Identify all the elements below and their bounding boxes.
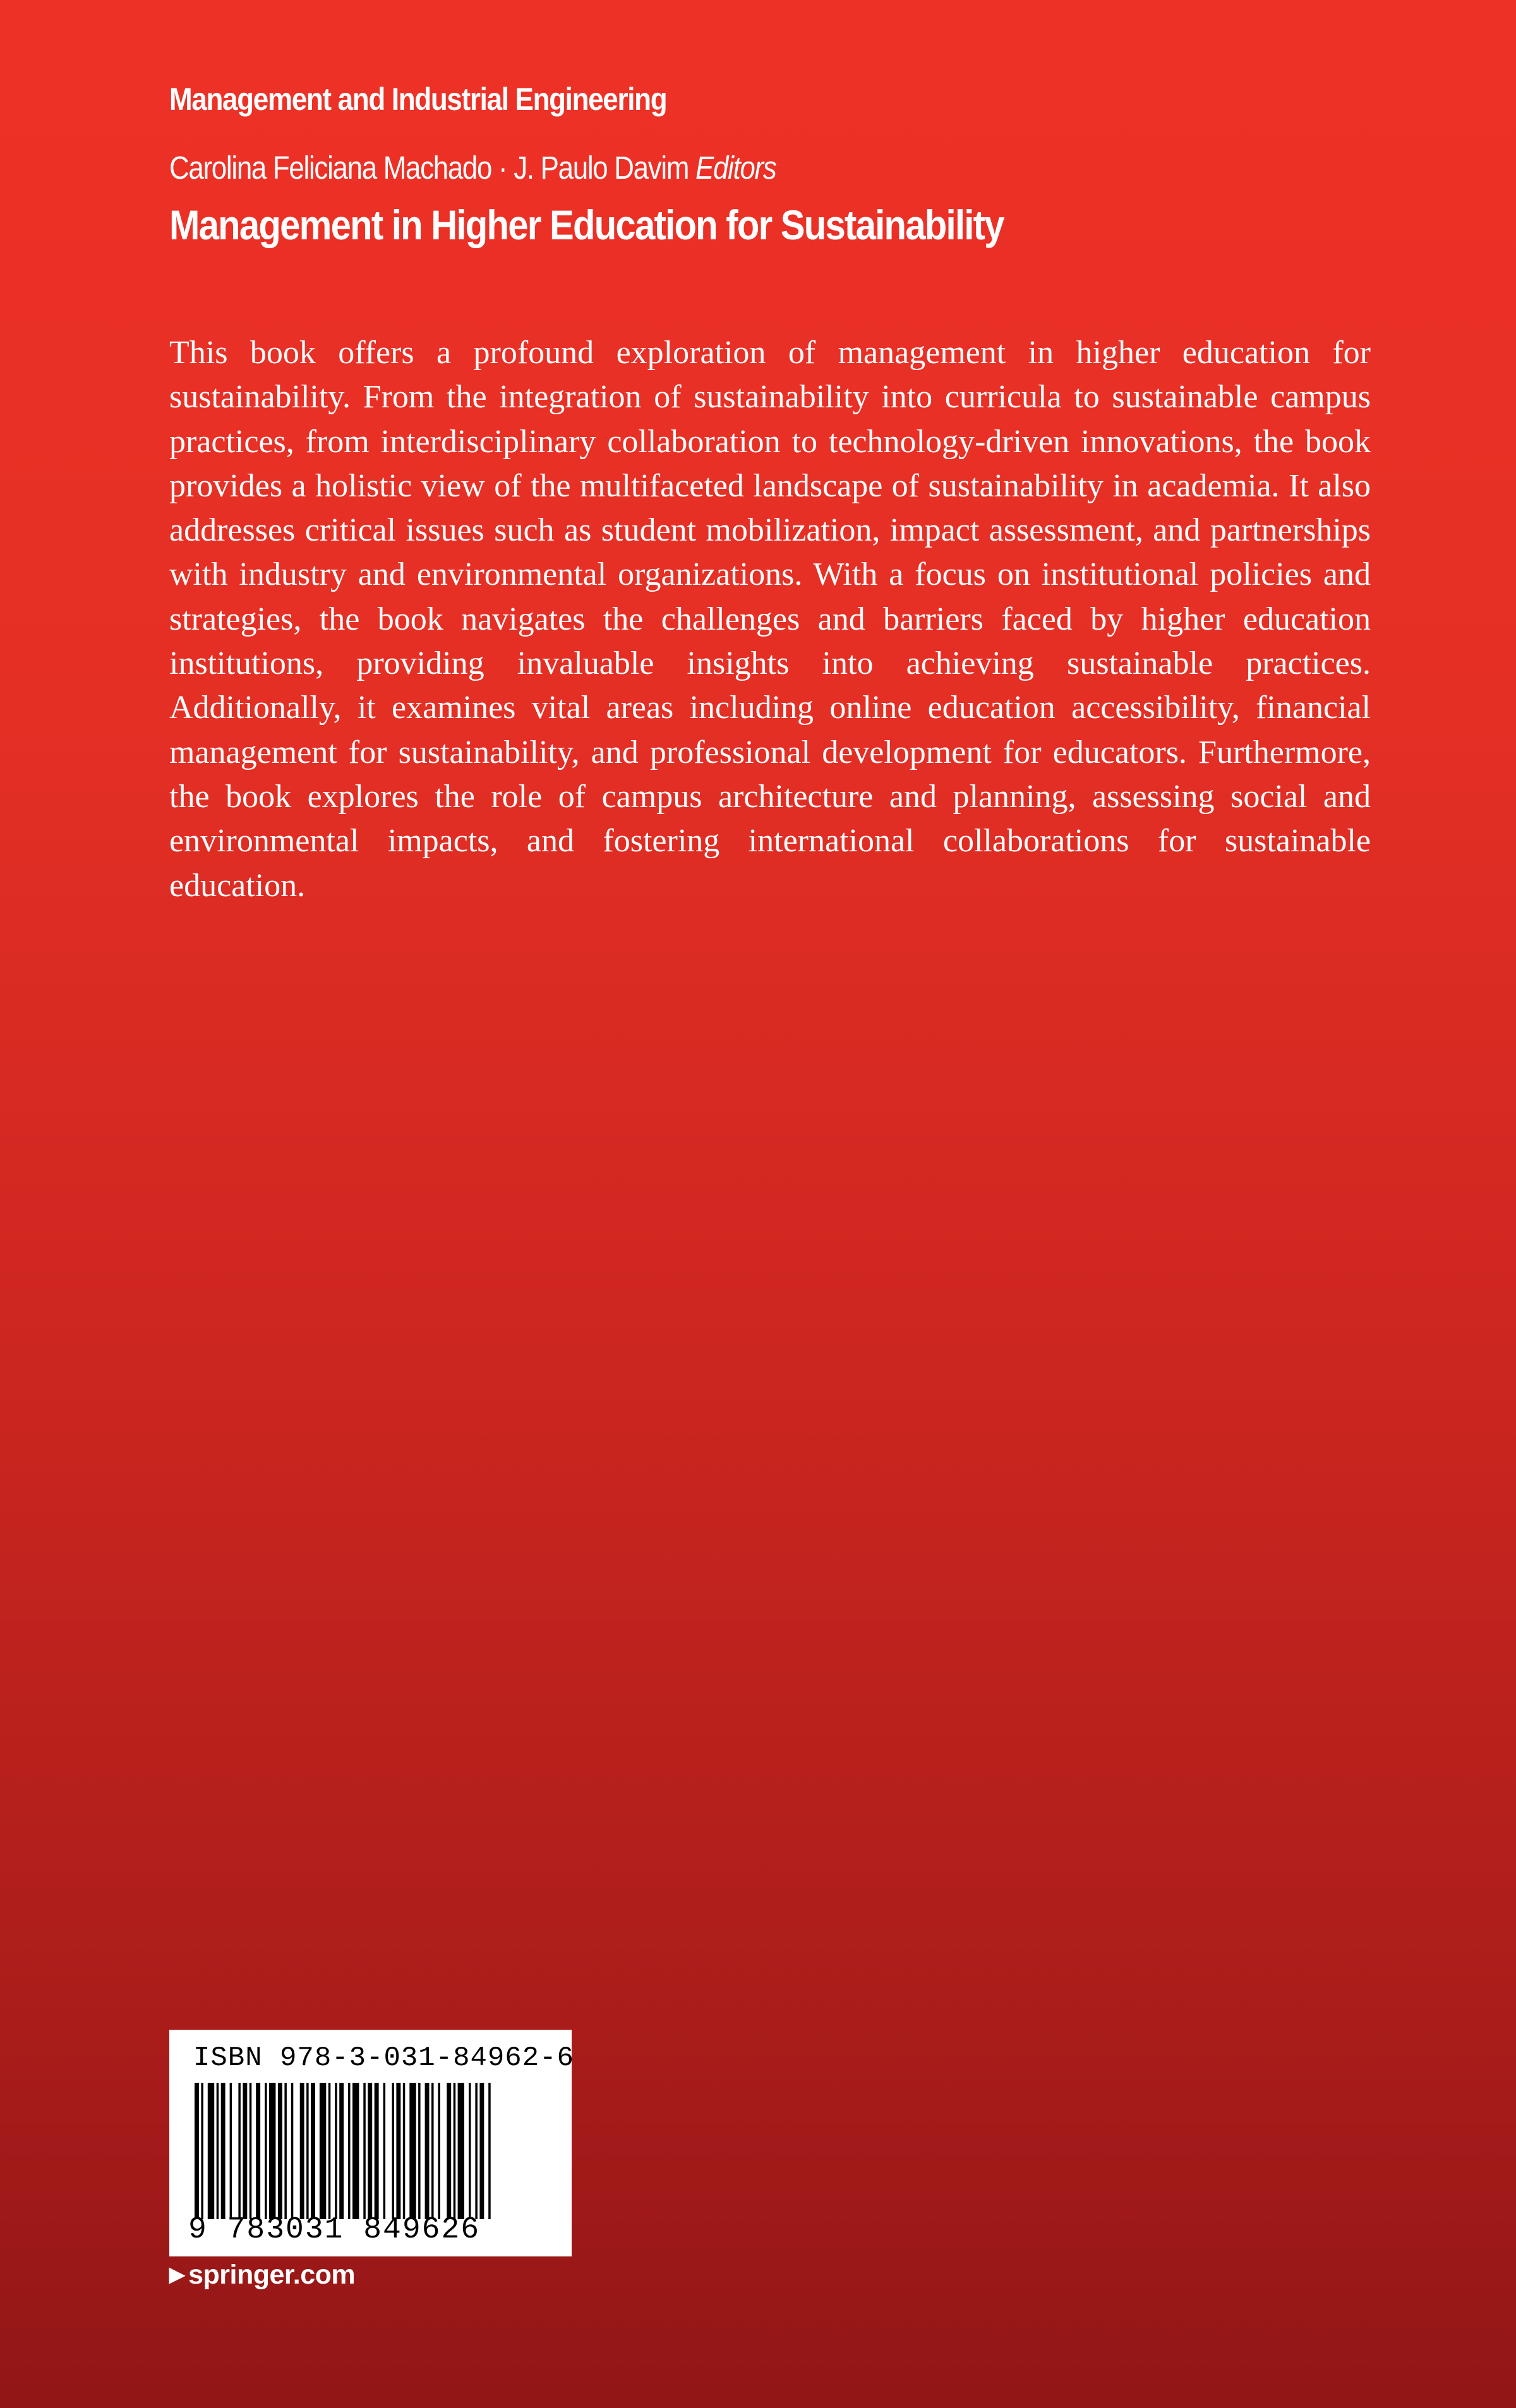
series-title: Management and Industrial Engineering (169, 81, 667, 117)
publisher-link[interactable] (169, 2260, 355, 2291)
book-title: Management in Higher Education for Sustainability (169, 201, 1004, 248)
book-description: This book offers a profound exploration of management in higher education for sustainability. From the integration of sustainability into curricula to sustainable campus practices, from interdisciplinary collaboration to technology-driven innovations, the book provides a holistic view of the multifaceted landscape of sustainability in academia. It also addresses critical issues such as student mobilization, impact assessment, and partnerships with industry and environmental organizations. With a focus on institutional policies and strategies, the book navigates the challenges and barriers faced by higher education institutions, providing invaluable insights into achieving sustainable practices. Additionally, it examines vital areas including online education accessibility, financial management for sustainability, and professional development for educators. Furthermore, the book explores the role of campus architecture and planning, assessing social and environmental impacts, and fostering international collaborations for sustainable education. (169, 335, 1371, 904)
editors-role: Editors (695, 150, 776, 186)
arrow-right-icon: ▶ (169, 2263, 185, 2285)
isbn-label: ISBN 978-3-031-84962-6 (193, 2042, 574, 2074)
barcode-icon (195, 2083, 548, 2219)
isbn-barcode-panel (169, 2030, 572, 2256)
barcode-digits: 9 783031 849626 (188, 2213, 481, 2247)
editors-line (169, 149, 776, 186)
editors-names: Carolina Feliciana Machado · J. Paulo Davim (169, 150, 689, 186)
publisher-url: springer.com (188, 2260, 356, 2290)
